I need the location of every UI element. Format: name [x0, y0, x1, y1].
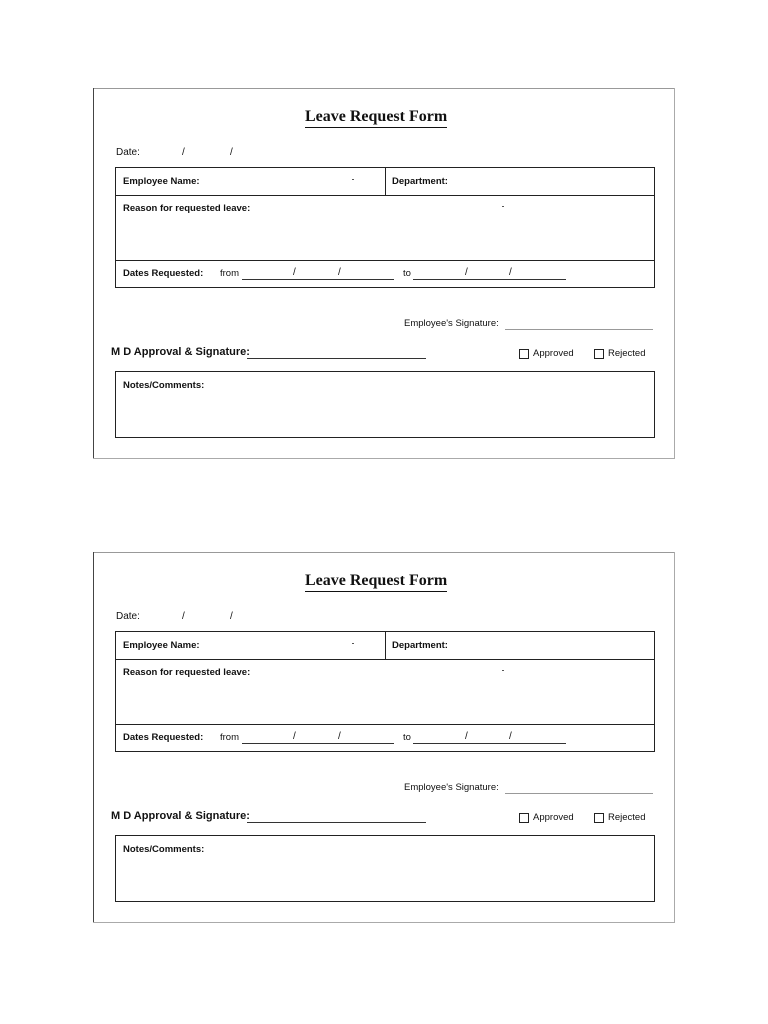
department-label: Department:: [392, 640, 448, 651]
from-date-field[interactable]: [242, 279, 394, 280]
notes-comments-box[interactable]: [115, 371, 655, 438]
date-field[interactable]: [116, 611, 233, 622]
md-approval-label: M D Approval & Signature:: [111, 346, 250, 358]
scan-speck: [502, 670, 504, 671]
page-edge-left: [93, 552, 94, 922]
scan-speck: [352, 643, 354, 644]
department-label: Department:: [392, 176, 448, 187]
md-signature-field[interactable]: [247, 358, 426, 359]
date-separator: /: [293, 731, 296, 742]
reason-label: Reason for requested leave:: [123, 667, 251, 678]
date-separator: /: [465, 267, 468, 278]
details-table: [115, 167, 655, 288]
rejected-label: Rejected: [608, 812, 646, 823]
date-separator: /: [182, 147, 185, 158]
date-field[interactable]: [116, 147, 233, 158]
scan-speck: [502, 206, 504, 207]
dates-requested-label: Dates Requested:: [123, 268, 204, 279]
date-separator: /: [293, 267, 296, 278]
approved-checkbox[interactable]: [519, 813, 529, 823]
approved-checkbox[interactable]: [519, 349, 529, 359]
to-date-field[interactable]: [413, 279, 566, 280]
page-edge-bottom: [93, 458, 675, 459]
notes-comments-label: Notes/Comments:: [123, 844, 205, 855]
date-separator: /: [230, 611, 233, 622]
date-separator: /: [338, 731, 341, 742]
date-separator: /: [509, 267, 512, 278]
from-label: from: [220, 732, 239, 743]
date-separator: /: [338, 267, 341, 278]
employee-signature-field[interactable]: [505, 793, 653, 794]
employee-name-label: Employee Name:: [123, 176, 200, 187]
from-date-field[interactable]: [242, 743, 394, 744]
page-edge-right: [674, 88, 675, 458]
leave-request-form-2: [0, 542, 768, 922]
rejected-label: Rejected: [608, 348, 646, 359]
date-separator: /: [509, 731, 512, 742]
md-signature-field[interactable]: [247, 822, 426, 823]
rejected-checkbox[interactable]: [594, 349, 604, 359]
details-table: [115, 631, 655, 752]
page-edge-right: [674, 552, 675, 922]
page-edge-bottom: [93, 922, 675, 923]
date-label: Date:: [116, 147, 140, 158]
date-separator: /: [465, 731, 468, 742]
date-separator: /: [230, 147, 233, 158]
form-title: Leave Request Form: [305, 572, 447, 592]
column-divider: [385, 168, 386, 195]
date-label: Date:: [116, 611, 140, 622]
approved-label: Approved: [533, 348, 574, 359]
date-separator: /: [182, 611, 185, 622]
md-approval-label: M D Approval & Signature:: [111, 810, 250, 822]
from-label: from: [220, 268, 239, 279]
employee-signature-label: Employee's Signature:: [404, 782, 499, 793]
reason-label: Reason for requested leave:: [123, 203, 251, 214]
to-label: to: [403, 268, 411, 279]
leave-request-form-1: [0, 78, 768, 458]
page-edge-left: [93, 88, 94, 458]
page-edge-top: [93, 552, 675, 553]
page-edge-top: [93, 88, 675, 89]
form-title: Leave Request Form: [305, 108, 447, 128]
dates-requested-label: Dates Requested:: [123, 732, 204, 743]
scan-speck: [352, 179, 354, 180]
notes-comments-box[interactable]: [115, 835, 655, 902]
to-date-field[interactable]: [413, 743, 566, 744]
column-divider: [385, 632, 386, 659]
notes-comments-label: Notes/Comments:: [123, 380, 205, 391]
employee-name-label: Employee Name:: [123, 640, 200, 651]
to-label: to: [403, 732, 411, 743]
employee-signature-label: Employee's Signature:: [404, 318, 499, 329]
approved-label: Approved: [533, 812, 574, 823]
rejected-checkbox[interactable]: [594, 813, 604, 823]
employee-signature-field[interactable]: [505, 329, 653, 330]
